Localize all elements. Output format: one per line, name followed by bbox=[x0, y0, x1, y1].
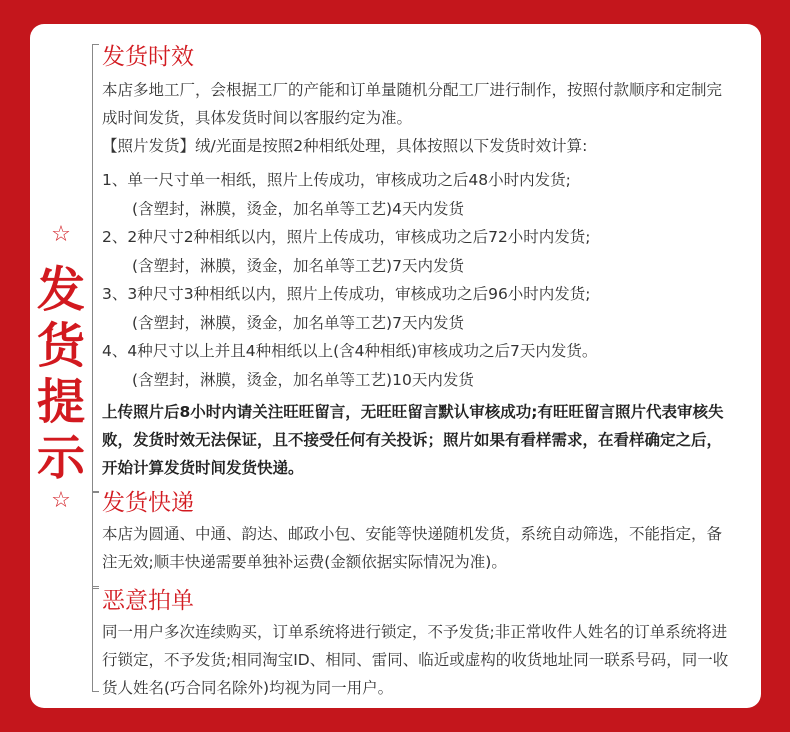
section-bracket bbox=[92, 586, 99, 692]
vertical-title-char: 提 bbox=[36, 374, 85, 430]
delivery-item-sub: (含塑封，淋膜，烫金，加名单等工艺)10天内发货 bbox=[132, 371, 474, 389]
express-text: 本店为圆通、中通、韵达、邮政小包、安能等快递随机发货，系统自动筛选，不能指定，备注无效;顺丰快递需要单独补运费(金额依据实际情况为准)。 bbox=[102, 525, 723, 571]
delivery-item-main: 3、3种尺寸3种相纸以内，照片上传成功，审核成功之后96小时内发货; bbox=[102, 285, 591, 303]
section-title-malicious: 恶意拍单 bbox=[102, 588, 194, 614]
delivery-item-main: 1、单一尺寸单一相纸，照片上传成功，审核成功之后48小时内发货; bbox=[102, 171, 571, 189]
delivery-item-sub: (含塑封，淋膜，烫金，加名单等工艺)7天内发货 bbox=[132, 314, 464, 332]
delivery-intro: 本店多地工厂，会根据工厂的产能和订单量随机分配工厂进行制作，按照付款顺序和定制完成时间发货，具体发货时间以客服约定为准。 bbox=[102, 81, 723, 127]
delivery-item-sub: (含塑封，淋膜，烫金，加名单等工艺)7天内发货 bbox=[132, 257, 464, 275]
star-icon: ☆ bbox=[51, 222, 71, 247]
notice-card bbox=[30, 24, 761, 708]
section-title-express: 发货快递 bbox=[102, 490, 194, 516]
section-title-delivery-time: 发货时效 bbox=[102, 44, 194, 70]
delivery-item-main: 4、4种尺寸以上并且4种相纸以上(含4种相纸)审核成功之后7天内发货。 bbox=[102, 342, 598, 360]
side-banner bbox=[30, 24, 92, 708]
delivery-item-sub: (含塑封，淋膜，烫金，加名单等工艺)4天内发货 bbox=[132, 200, 464, 218]
delivery-item-main: 2、2种尺寸2种相纸以内，照片上传成功，审核成功之后72小时内发货; bbox=[102, 228, 591, 246]
vertical-title bbox=[30, 262, 92, 486]
section-bracket bbox=[92, 44, 99, 492]
review-notice: 上传照片后8小时内请关注旺旺留言，无旺旺留言默认审核成功;有旺旺留言照片代表审核失败，发货时效无法保证，且不接受任何有关投诉；照片如果有看样需求，在看样确定之后，开始计算发货时间发货快递。 bbox=[102, 403, 724, 477]
vertical-title-char: 发 bbox=[36, 262, 85, 318]
star-icon: ☆ bbox=[51, 488, 71, 513]
section-bracket bbox=[92, 492, 99, 589]
vertical-title-char: 货 bbox=[36, 318, 85, 374]
vertical-title-char: 示 bbox=[36, 430, 85, 486]
malicious-text: 同一用户多次连续购买，订单系统将进行锁定，不予发货;非正常收件人姓名的订单系统将进行锁定，不予发货;相同淘宝ID、相同、雷同、临近或虚构的收货地址同一联系号码，同一收货人姓名(巧合同名除外)均视为同一用户。 bbox=[102, 623, 729, 697]
photo-delivery-note: 【照片发货】绒/光面是按照2种相纸处理，具体按照以下发货时效计算: bbox=[102, 137, 588, 155]
